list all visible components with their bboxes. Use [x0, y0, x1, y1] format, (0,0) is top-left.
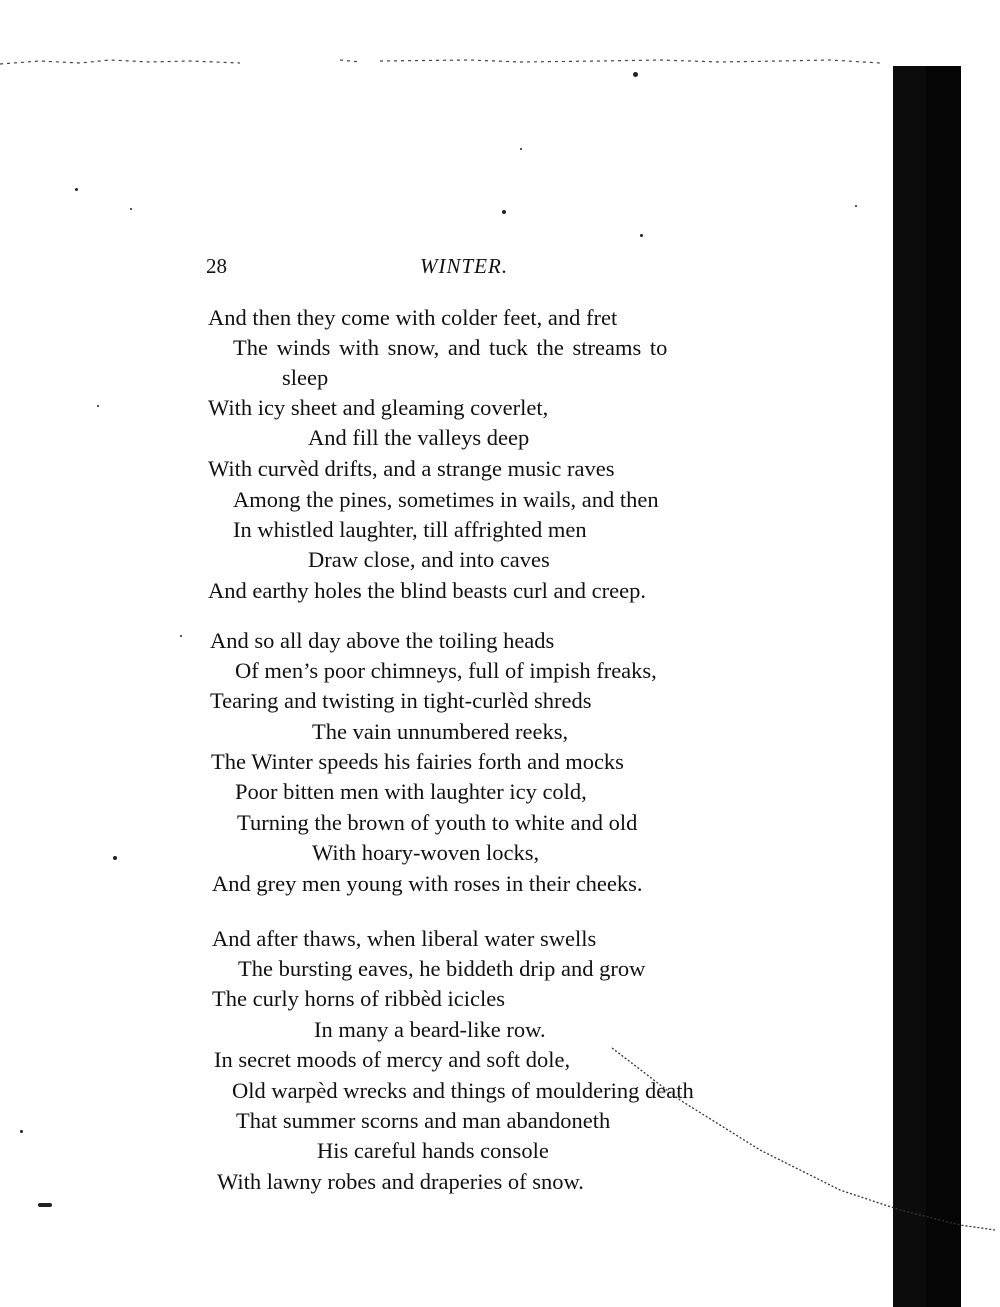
- page-header: [206, 254, 766, 284]
- poem-line: Old warpèd wrecks and things of mouldering death: [232, 1078, 694, 1103]
- poem-line: And then they come with colder feet, and fret: [208, 305, 618, 330]
- speck: [855, 205, 857, 207]
- poem-line: In many a beard-like row.: [314, 1017, 546, 1042]
- poem-line: With hoary-woven locks,: [312, 840, 540, 865]
- poem-line: Poor bitten men with laughter icy cold,: [235, 779, 587, 804]
- speck: [180, 635, 182, 637]
- poem-line: The curly horns of ribbèd icicles: [212, 986, 506, 1011]
- speck: [640, 234, 643, 237]
- poem-line: And fill the valleys deep: [308, 425, 530, 450]
- speck: [75, 188, 78, 191]
- speck: [520, 148, 522, 150]
- poem-line: The Winter speeds his fairies forth and mocks: [211, 749, 624, 774]
- page-number: 28: [206, 254, 227, 278]
- poem-line: That summer scorns and man abandoneth: [236, 1108, 611, 1133]
- scan-noise-top: [0, 52, 900, 74]
- poem-line: Among the pines, sometimes in wails, and then: [233, 487, 659, 512]
- poem-line: With icy sheet and gleaming coverlet,: [208, 395, 549, 420]
- poem-line: Turning the brown of youth to white and old: [237, 810, 638, 835]
- poem-line: And earthy holes the blind beasts curl and creep.: [208, 578, 646, 603]
- poem-line: And after thaws, when liberal water swells: [212, 926, 597, 951]
- scan-edge-shadow-inner: [893, 66, 926, 1307]
- speck: [20, 1130, 23, 1133]
- poem-line: With lawny robes and draperies of snow.: [217, 1169, 584, 1194]
- speck: [38, 1203, 52, 1207]
- speck: [633, 72, 638, 77]
- poem-line: The vain unnumbered reeks,: [312, 719, 569, 744]
- poem-line: In whistled laughter, till affrighted men: [233, 517, 587, 542]
- poem-line: Tearing and twisting in tight-curlèd shreds: [210, 688, 592, 713]
- speck: [113, 856, 117, 860]
- poem-line: The winds with snow, and tuck the streams to: [233, 335, 668, 360]
- running-title: WINTER.: [420, 254, 509, 278]
- poem-line: With curvèd drifts, and a strange music raves: [208, 456, 615, 481]
- poem-line: Draw close, and into caves: [308, 547, 550, 572]
- poem-line: And grey men young with roses in their cheeks.: [212, 871, 643, 896]
- poem-line: His careful hands console: [317, 1138, 549, 1163]
- poem-line: Of men’s poor chimneys, full of impish freaks,: [235, 658, 657, 683]
- poem-line: And so all day above the toiling heads: [210, 628, 555, 653]
- speck: [502, 210, 506, 214]
- poem-line: sleep: [282, 365, 329, 390]
- poem-line: In secret moods of mercy and soft dole,: [214, 1047, 571, 1072]
- speck: [130, 208, 132, 210]
- poem-line: The bursting eaves, he biddeth drip and grow: [238, 956, 646, 981]
- speck: [97, 405, 99, 407]
